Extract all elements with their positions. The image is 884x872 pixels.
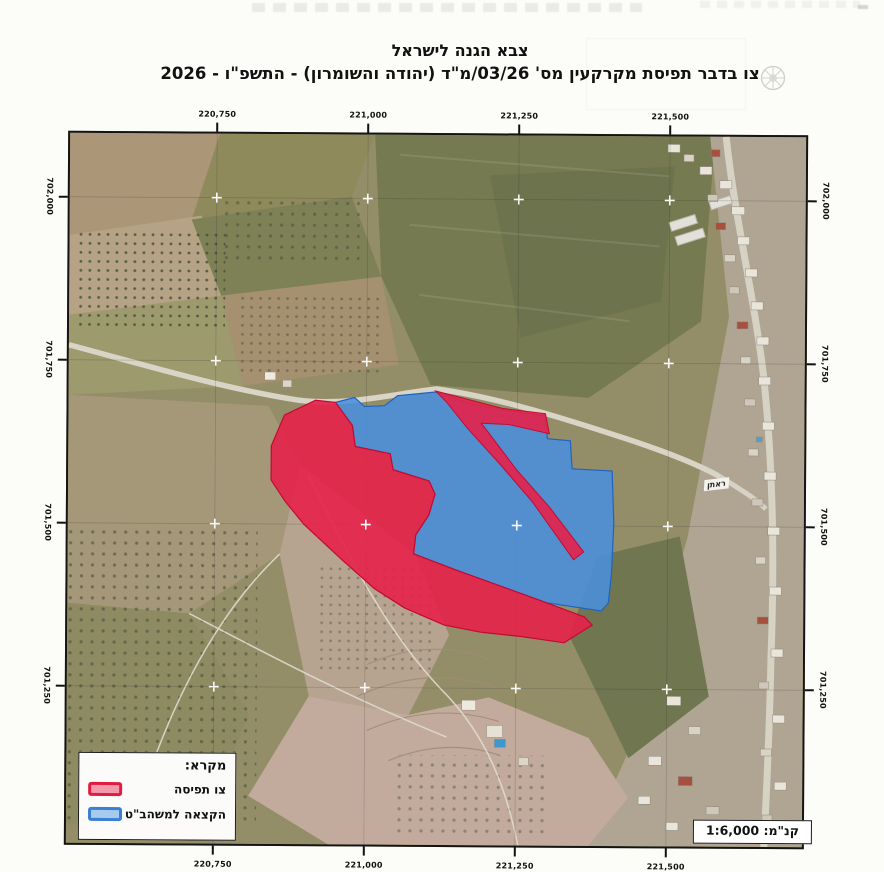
grid-tick — [363, 847, 365, 856]
legend-item-label: צו תפיסה — [173, 781, 227, 797]
grid-tick — [56, 685, 65, 687]
grid-y-label: 701,750 — [44, 340, 54, 379]
grid-tick — [808, 200, 817, 202]
grid-x-label: 221,500 — [651, 112, 690, 122]
grid-tick — [58, 359, 67, 361]
grid-tick — [212, 846, 214, 855]
grid-x-label: 221,500 — [646, 862, 685, 872]
scan-bleedthrough-artifact — [700, 1, 860, 8]
page-title: צבא הגנה לישראל — [391, 41, 529, 60]
map-legend — [78, 752, 237, 841]
grid-x-label: 220,750 — [193, 859, 232, 869]
grid-tick — [518, 124, 520, 133]
document-header — [18, 40, 884, 86]
compass-rose-icon — [758, 63, 788, 93]
grid-tick — [805, 689, 814, 691]
satellite-map — [66, 133, 806, 847]
grid-x-label: 221,000 — [344, 860, 383, 870]
scale-indicator: קנ"מ: 1:6,000 — [693, 820, 812, 845]
grid-tick — [216, 123, 218, 132]
grid-y-label: 702,000 — [821, 181, 831, 220]
grid-y-label: 701,500 — [819, 507, 829, 546]
map-frame — [42, 109, 831, 872]
grid-x-label: 221,250 — [500, 111, 539, 121]
allocation-color-swatch — [88, 806, 122, 820]
grid-y-label: 701,250 — [42, 666, 52, 705]
grid-x-label: 221,250 — [495, 861, 534, 871]
seizure-color-swatch — [88, 781, 122, 795]
grid-tick — [59, 196, 68, 198]
grid-tick — [807, 363, 816, 365]
grid-tick — [669, 125, 671, 134]
grid-y-label: 701,750 — [820, 344, 830, 383]
legend-item-label: הקצאה למשהב"ט — [124, 806, 227, 822]
grid-tick — [806, 526, 815, 528]
grid-y-label: 701,250 — [818, 670, 828, 709]
grid-tick — [57, 522, 66, 524]
village-label: ראתן — [704, 477, 729, 491]
scan-edge-mark — [858, 5, 868, 9]
grid-y-label: 701,500 — [43, 503, 53, 542]
grid-tick — [514, 847, 516, 856]
order-subtitle: צו בדבר תפיסת מקרקעין מס' 03/26/מ"ד (יהודה והשומרון) - התשפ"ו - 2026 — [160, 63, 760, 83]
legend-item-seizure — [88, 776, 226, 802]
legend-item-allocation — [88, 801, 226, 827]
scan-bleedthrough-artifact — [252, 3, 642, 12]
grid-y-label: 702,000 — [45, 177, 55, 216]
grid-tick — [367, 124, 369, 133]
grid-tick — [665, 848, 667, 857]
legend-title: מקרא: — [184, 758, 227, 774]
grid-x-label: 221,000 — [349, 110, 388, 120]
grid-x-label: 220,750 — [198, 109, 237, 119]
